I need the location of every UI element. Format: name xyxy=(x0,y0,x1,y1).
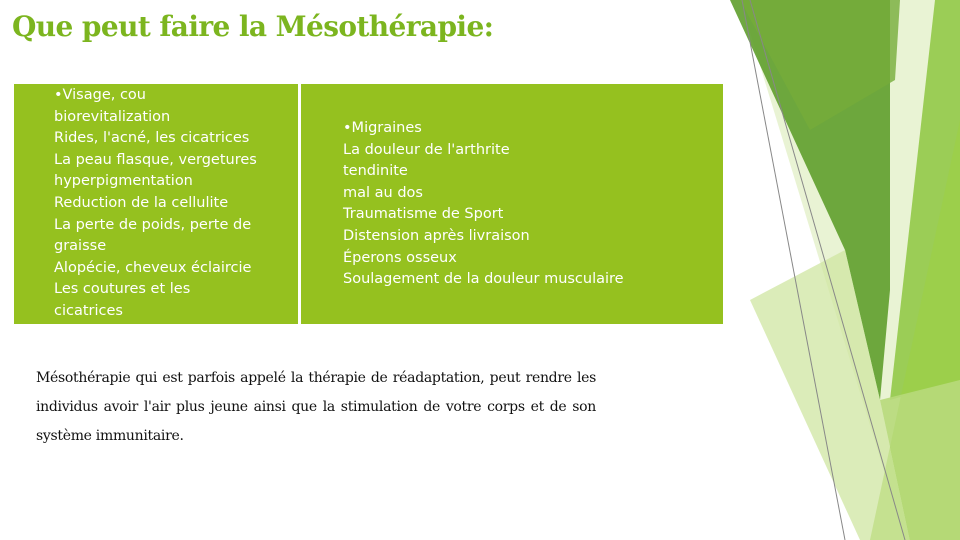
right-item: Traumatisme de Sport xyxy=(343,206,504,223)
left-item: biorevitalization xyxy=(54,108,171,125)
left-item: Les coutures et les xyxy=(54,281,191,298)
left-item: hyperpigmentation xyxy=(54,173,193,190)
right-item: tendinite xyxy=(343,163,408,180)
right-item: La douleur de l'arthrite xyxy=(343,141,510,158)
left-green-box xyxy=(14,84,298,324)
body-paragraph: Mésothérapie qui est parfois appelé la thérapie de réadaptation, peut rendre les individus avoir l'air plus jeune ainsi que la stimulation de votre corps et de son système immunitaire. xyxy=(36,370,596,444)
right-item: mal au dos xyxy=(343,184,423,201)
left-item: Alopécie, cheveux éclaircie xyxy=(54,259,252,276)
left-item: La perte de poids, perte de xyxy=(54,216,252,233)
left-item: graisse xyxy=(54,238,107,255)
left-item: Rides, l'acné, les cicatrices xyxy=(54,130,250,147)
left-item: cicatrices xyxy=(54,302,123,319)
left-item: La peau flasque, vergetures xyxy=(54,151,257,168)
slide-title: Que peut faire la Mésothérapie: xyxy=(12,10,494,43)
right-item: Éperons osseux xyxy=(343,249,457,266)
right-item: Distension après livraison xyxy=(343,227,530,244)
right-item: Soulagement de la douleur musculaire xyxy=(343,271,624,288)
right-green-box xyxy=(301,84,723,324)
left-item: •Visage, cou xyxy=(54,87,146,103)
left-item: Reduction de la cellulite xyxy=(54,194,229,211)
right-item: •Migraines xyxy=(343,120,422,136)
